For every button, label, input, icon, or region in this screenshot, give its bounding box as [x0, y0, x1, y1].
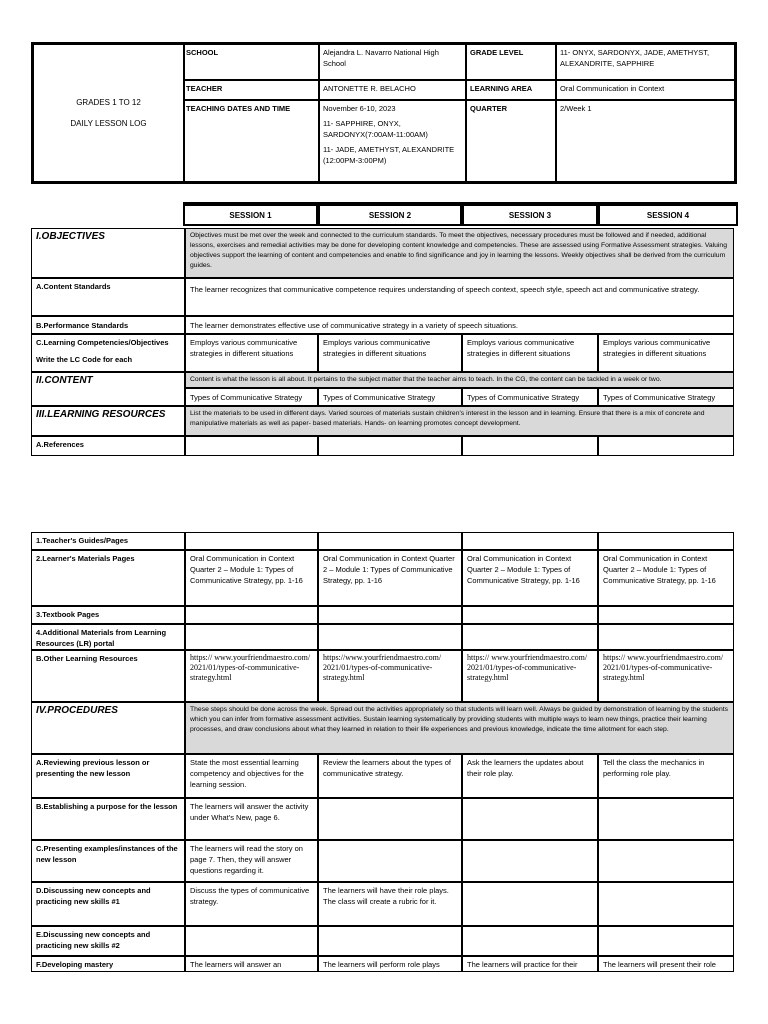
additional-materials-session-1: [185, 624, 318, 650]
teaching-dates-line2: 11- SAPPHIRE, ONYX, SARDONYX(7:00AM-11:00AM): [323, 119, 428, 139]
references-session-3: [462, 436, 598, 456]
teaching-dates-label: TEACHING DATES AND TIME: [183, 101, 320, 181]
teachers-guides-session-2: [318, 532, 462, 550]
procedure-e-session-3: [462, 926, 598, 956]
procedure-a-session-1: State the most essential learning competency and objectives for the learning session.: [185, 754, 318, 798]
textbook-pages-session-2: [318, 606, 462, 624]
additional-materials-session-2: [318, 624, 462, 650]
procedure-b-session-4: [598, 798, 734, 840]
procedure-b-session-1: The learners will answer the activity under What's New, page 6.: [185, 798, 318, 840]
references-label: A.References: [31, 436, 185, 456]
content-label: II.CONTENT: [31, 372, 185, 406]
textbook-pages-session-1: [185, 606, 318, 624]
learners-materials-session-4: Oral Communication in Context Quarter 2 – Module 1: Types of Communicative Strategy, pp. 1-16: [598, 550, 734, 606]
learning-competencies-session-4: Employs various communicative strategies in different situations: [598, 334, 734, 372]
content-session-2: Types of Communicative Strategy: [318, 388, 462, 406]
learners-materials-session-3: Oral Communication in Context Quarter 2 – Module 1: Types of Communicative Strategy, pp. 1-16: [462, 550, 598, 606]
procedure-b-label: B.Establishing a purpose for the lesson: [31, 798, 185, 840]
lesson-log-header: [31, 42, 737, 184]
learning-competencies-label-line2: Write the LC Code for each: [36, 355, 133, 364]
learning-area-label: LEARNING AREA: [467, 81, 557, 101]
teachers-guides-label: 1.Teacher's Guides/Pages: [31, 532, 185, 550]
content-session-3: Types of Communicative Strategy: [462, 388, 598, 406]
learners-materials-session-2: Oral Communication in Context Quarter 2 – Module 1: Types of Communicative Strategy, pp. 1-16: [318, 550, 462, 606]
learners-materials-session-1: Oral Communication in Context Quarter 2 – Module 1: Types of Communicative Strategy, pp. 1-16: [185, 550, 318, 606]
learning-resources-note: List the materials to be used in different days. Varied sources of materials sustain children's interest in the lesson and in learning. Ensure that there is a mix of concrete and manipulative materials as well as paper- based materials. Hands- on learning promotes concept development.: [185, 406, 734, 436]
objectives-label: I.OBJECTIVES: [31, 228, 185, 278]
teachers-guides-session-1: [185, 532, 318, 550]
textbook-pages-session-3: [462, 606, 598, 624]
procedure-f-session-3: The learners will practice for their: [462, 956, 598, 972]
performance-standards-label: B.Performance Standards: [31, 316, 185, 334]
procedure-a-session-3: Ask the learners the updates about their role play.: [462, 754, 598, 798]
teacher-value: ANTONETTE R. BELACHO: [320, 81, 467, 101]
school-label: SCHOOL: [183, 45, 320, 81]
learning-resources-label: III.LEARNING RESOURCES: [31, 406, 185, 436]
objectives-note: Objectives must be met over the week and connected to the curriculum standards. To meet the objectives, necessary procedures must be followed and if needed, additional lessons, exercises and remedial activities may be done for developing content knowledge and competencies. These are assessed using Formative Assessment strategies. Valuing objectives support the learning of content and competencies and enable to find significance and joy in learning the lessons. Weekly objectives shall be derived from the curriculum guides.: [185, 228, 734, 278]
learning-competencies-session-1: Employs various communicative strategies in different situations: [185, 334, 318, 372]
learning-competencies-label: [31, 334, 185, 372]
procedures-label: IV.PROCEDURES: [31, 702, 185, 754]
content-standards-label: A.Content Standards: [31, 278, 185, 316]
procedures-note: These steps should be done across the week. Spread out the activities appropriately so that students will learn well. Always be guided by demonstration of learning by the students which you can infer from formative assessment activities. Sustain learning systematically by providing students with multiple ways to learn new things, practice their learning processes, and draw conclusions about what they learned in relation to their life experiences and previous knowledge, indicate the time allotment for each step.: [185, 702, 734, 754]
content-session-1: Types of Communicative Strategy: [185, 388, 318, 406]
procedure-a-label: A.Reviewing previous lesson or presenting the new lesson: [31, 754, 185, 798]
references-session-1: [185, 436, 318, 456]
content-standards-value: The learner recognizes that communicative competence requires understanding of speech context, speech style, speech act and communicative strategy.: [185, 278, 734, 316]
teacher-label: TEACHER: [183, 81, 320, 101]
procedure-e-label: E.Discussing new concepts and practicing new skills #2: [31, 926, 185, 956]
learners-materials-label: 2.Learner's Materials Pages: [31, 550, 185, 606]
procedure-e-session-1: [185, 926, 318, 956]
references-session-4: [598, 436, 734, 456]
procedure-d-label: D.Discussing new concepts and practicing new skills #1: [31, 882, 185, 926]
procedure-c-session-1: The learners will read the story on page 7. Then, they will answer questions regarding it.: [185, 840, 318, 882]
procedure-c-session-3: [462, 840, 598, 882]
procedure-d-session-3: [462, 882, 598, 926]
school-value: Alejandra L. Navarro National High School: [320, 45, 467, 81]
other-resources-link-2[interactable]: https://www.yourfriendmaestro.com/ 2021/01/types-of-communicative-strategy.html: [318, 650, 462, 702]
procedure-a-session-2: Review the learners about the types of communicative strategy.: [318, 754, 462, 798]
procedure-f-session-1: The learners will answer an: [185, 956, 318, 972]
references-session-2: [318, 436, 462, 456]
quarter-label: QUARTER: [467, 101, 557, 181]
other-resources-link-4[interactable]: https:// www.yourfriendmaestro.com/ 2021/01/types-of-communicative-strategy.html: [598, 650, 734, 702]
procedure-d-session-2: The learners will have their role plays. The class will create a rubric for it.: [318, 882, 462, 926]
procedure-e-session-2: [318, 926, 462, 956]
other-resources-label: B.Other Learning Resources: [31, 650, 185, 702]
additional-materials-session-3: [462, 624, 598, 650]
grade-level-value: 11- ONYX, SARDONYX, JADE, AMETHYST, ALEXANDRITE, SAPPHIRE: [557, 45, 734, 81]
procedure-c-label: C.Presenting examples/instances of the new lesson: [31, 840, 185, 882]
procedure-c-session-2: [318, 840, 462, 882]
textbook-pages-session-4: [598, 606, 734, 624]
procedure-b-session-2: [318, 798, 462, 840]
session-4-header: SESSION 4: [598, 204, 738, 226]
content-note: Content is what the lesson is all about. It pertains to the subject matter that the teacher aims to teach. In the CG, the content can be tackled in a week or two.: [185, 372, 734, 388]
content-session-4: Types of Communicative Strategy: [598, 388, 734, 406]
performance-standards-value: The learner demonstrates effective use of communicative strategy in a variety of speech situations.: [185, 316, 734, 334]
procedure-d-session-1: Discuss the types of communicative strategy.: [185, 882, 318, 926]
procedure-a-session-4: Tell the class the mechanics in performing role play.: [598, 754, 734, 798]
session-1-header: SESSION 1: [183, 204, 318, 226]
procedure-b-session-3: [462, 798, 598, 840]
learning-competencies-session-2: Employs various communicative strategies in different situations: [318, 334, 462, 372]
session-2-header: SESSION 2: [318, 204, 462, 226]
teaching-dates-line3: 11- JADE, AMETHYST, ALEXANDRITE (12:00PM-3:00PM): [323, 145, 455, 165]
procedure-d-session-4: [598, 882, 734, 926]
learning-area-value: Oral Communication in Context: [557, 81, 734, 101]
quarter-value: 2/Week 1: [560, 104, 592, 113]
procedure-f-session-2: The learners will perform role plays: [318, 956, 462, 972]
procedure-c-session-4: [598, 840, 734, 882]
grade-level-label: GRADE LEVEL: [467, 45, 557, 81]
teachers-guides-session-3: [462, 532, 598, 550]
procedure-f-label: F.Developing mastery: [31, 956, 185, 972]
textbook-pages-label: 3.Textbook Pages: [31, 606, 185, 624]
header-title-block: [34, 45, 185, 181]
teaching-dates-value: [320, 101, 467, 181]
header-title-line2: DAILY LESSON LOG: [70, 119, 147, 128]
header-title-line1: GRADES 1 TO 12: [76, 98, 141, 107]
additional-materials-label: 4.Additional Materials from Learning Resources (LR) portal: [31, 624, 185, 650]
session-3-header: SESSION 3: [462, 204, 598, 226]
learning-competencies-session-3: Employs various communicative strategies in different situations: [462, 334, 598, 372]
additional-materials-session-4: [598, 624, 734, 650]
other-resources-link-1[interactable]: https:// www.yourfriendmaestro.com/ 2021/01/types-of-communicative-strategy.html: [185, 650, 318, 702]
teaching-dates-line1: November 6-10, 2023: [323, 104, 396, 113]
procedure-f-session-4: The learners will present their role: [598, 956, 734, 972]
procedure-e-session-4: [598, 926, 734, 956]
learning-competencies-label-line1: C.Learning Competencies/Objectives: [36, 338, 169, 347]
other-resources-link-3[interactable]: https:// www.yourfriendmaestro.com/ 2021/01/types-of-communicative-strategy.html: [462, 650, 598, 702]
teachers-guides-session-4: [598, 532, 734, 550]
